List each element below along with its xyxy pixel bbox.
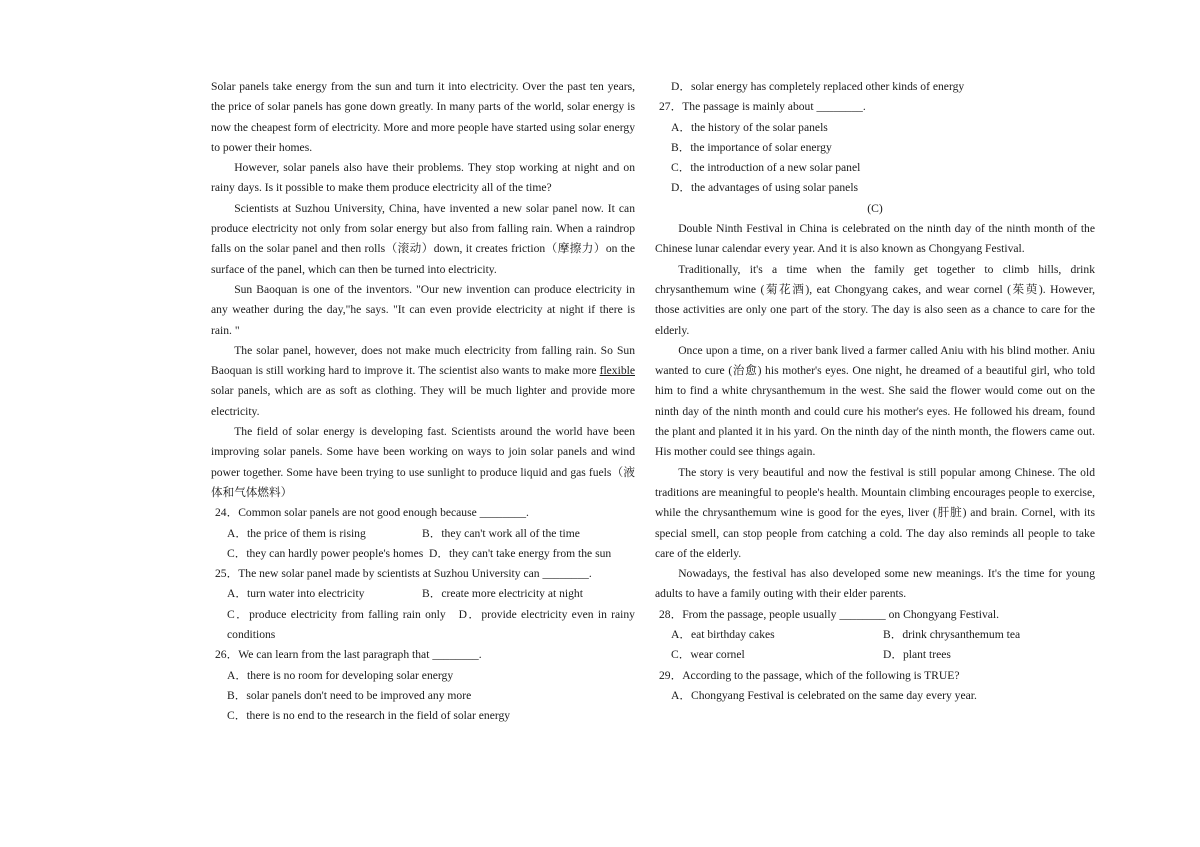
passage-paragraph: However, solar panels also have their problems. They stop working at night and on rainy days. Is it possible to make them produce electricity all of the time? bbox=[211, 161, 635, 195]
option-a: A．the history of the solar panels bbox=[671, 120, 828, 134]
option-c: C．there is no end to the research in the field of solar energy bbox=[227, 709, 511, 723]
passage-paragraph: Scientists at Suzhou University, China, have invented a new solar panel now. It can produce electricity not only from solar energy but also from falling rain. When a raindrop falls on the solar panel and then rolls（滚动）down, it creates friction（摩擦力）on the surface of the panel, which can then be turned into electricity. bbox=[211, 201, 635, 276]
passage-paragraph bbox=[211, 341, 635, 422]
question-25-options-row bbox=[211, 584, 635, 604]
option-b: B．create more electricity at night bbox=[422, 587, 583, 601]
option-c: C．wear cornel bbox=[671, 648, 745, 662]
question-24-options-row bbox=[211, 524, 635, 544]
option-b: B．drink chrysanthemum tea bbox=[883, 628, 1021, 642]
option-b: B．the importance of solar energy bbox=[671, 140, 832, 154]
option-d: D．plant trees bbox=[883, 648, 951, 662]
passage-paragraph: Sun Baoquan is one of the inventors. "Our new invention can produce electricity in any weather during the day,"he says. "It can even provide electricity at night if there is rain. " bbox=[211, 282, 635, 337]
question-28-stem: 28．From the passage, people usually ________ on Chongyang Festival. bbox=[659, 607, 1000, 621]
question-25-options-row bbox=[211, 605, 635, 646]
option-c: C．produce electricity from falling rain only bbox=[227, 607, 446, 621]
option-a: A．there is no room for developing solar energy bbox=[227, 668, 454, 682]
question-28-options-row bbox=[655, 645, 1095, 665]
question-28-options-row bbox=[655, 625, 1095, 645]
option-a: A．turn water into electricity bbox=[227, 587, 365, 601]
passage-paragraph: Solar panels take energy from the sun and turn it into electricity. Over the past ten years, the price of solar panels has gone down greatly. In many parts of the world, solar energy is now the cheapest form of electricity. More and more people have started using solar energy to power their homes. bbox=[211, 80, 635, 154]
passage-paragraph: Double Ninth Festival in China is celebrated on the ninth day of the ninth month of the Chinese lunar calendar every year. And it is also known as Chongyang Festival. bbox=[655, 222, 1095, 256]
option-d: D．the advantages of using solar panels bbox=[671, 181, 859, 195]
option-c: C．they can hardly power people's homes bbox=[227, 546, 424, 560]
section-heading: (C) bbox=[867, 201, 883, 215]
option-d: D．they can't take energy from the sun bbox=[429, 546, 612, 560]
option-c: C．the introduction of a new solar panel bbox=[671, 161, 861, 175]
option-d: D．provide electricity even in rainy conditions bbox=[227, 607, 635, 642]
question-24-options-row bbox=[211, 544, 635, 564]
passage-paragraph: The story is very beautiful and now the festival is still popular among Chinese. The old traditions are meaningful to people's health. Mountain climbing encourages people to exercise, while the chrysanthemum wine is good for the eyes, liver (肝脏) and brain. Cornel, with its special smell, can stop people from catching a cold. The day also reminds all people to take care of the elderly. bbox=[655, 465, 1095, 560]
underlined-word: flexible bbox=[599, 364, 635, 378]
option-d: D．solar energy has completely replaced other kinds of energy bbox=[671, 80, 965, 93]
option-b: B．they can't work all of the time bbox=[422, 526, 580, 540]
passage-paragraph: Once upon a time, on a river bank lived a farmer called Aniu with his blind mother. Aniu wanted to cure (治愈) his mother's eyes. One night, he dreamed of a beautiful girl, who told him to find a white chrysanthemum in the west. She said the flower would come out on the ninth day of the ninth month and could cure his mother's eyes. He followed his dream, found the plant and planted it in his yard. On the ninth day of the ninth month, the flowers came out. His mother could see things again. bbox=[655, 343, 1095, 459]
right-column bbox=[655, 77, 1095, 706]
passage-paragraph: Nowadays, the festival has also developed some new meanings. It's the time for young adults to have a family outing with their elder parents. bbox=[655, 567, 1095, 601]
question-25-stem: 25．The new solar panel made by scientists at Suzhou University can ________. bbox=[215, 567, 592, 581]
question-26-stem: 26．We can learn from the last paragraph that ________. bbox=[215, 648, 482, 662]
question-24-stem: 24．Common solar panels are not good enough because ________. bbox=[215, 506, 529, 520]
question-29-stem: 29．According to the passage, which of the following is TRUE? bbox=[659, 668, 960, 682]
option-a: A．Chongyang Festival is celebrated on the same day every year. bbox=[671, 688, 977, 702]
text-run: solar panels, which are as soft as clothing. They will be much lighter and provide more electricity. bbox=[211, 384, 635, 418]
passage-paragraph: Traditionally, it's a time when the family get together to climb hills, drink chrysanthemum wine (菊花酒), eat Chongyang cakes, and wear cornel (茱萸). However, those activities are only one part of the story. The day is also seen as a chance to care for the elderly. bbox=[655, 262, 1095, 337]
passage-paragraph: The field of solar energy is developing fast. Scientists around the world have been improving solar panels. Some have been working on ways to join solar panels and wind power together. Some have been trying to use sunlight to produce liquid and gas fuels（液体和气体燃料） bbox=[211, 425, 635, 499]
option-b: B．solar panels don't need to be improved any more bbox=[227, 688, 472, 702]
option-a: A．the price of them is rising bbox=[227, 526, 366, 540]
option-a: A．eat birthday cakes bbox=[671, 628, 775, 642]
question-27-stem: 27．The passage is mainly about ________. bbox=[659, 100, 866, 114]
text-run: The solar panel, however, does not make much electricity from falling rain. So Sun Baoquan is still working hard to improve it. The scientist also wants to make more bbox=[211, 343, 635, 378]
left-column bbox=[211, 77, 635, 727]
